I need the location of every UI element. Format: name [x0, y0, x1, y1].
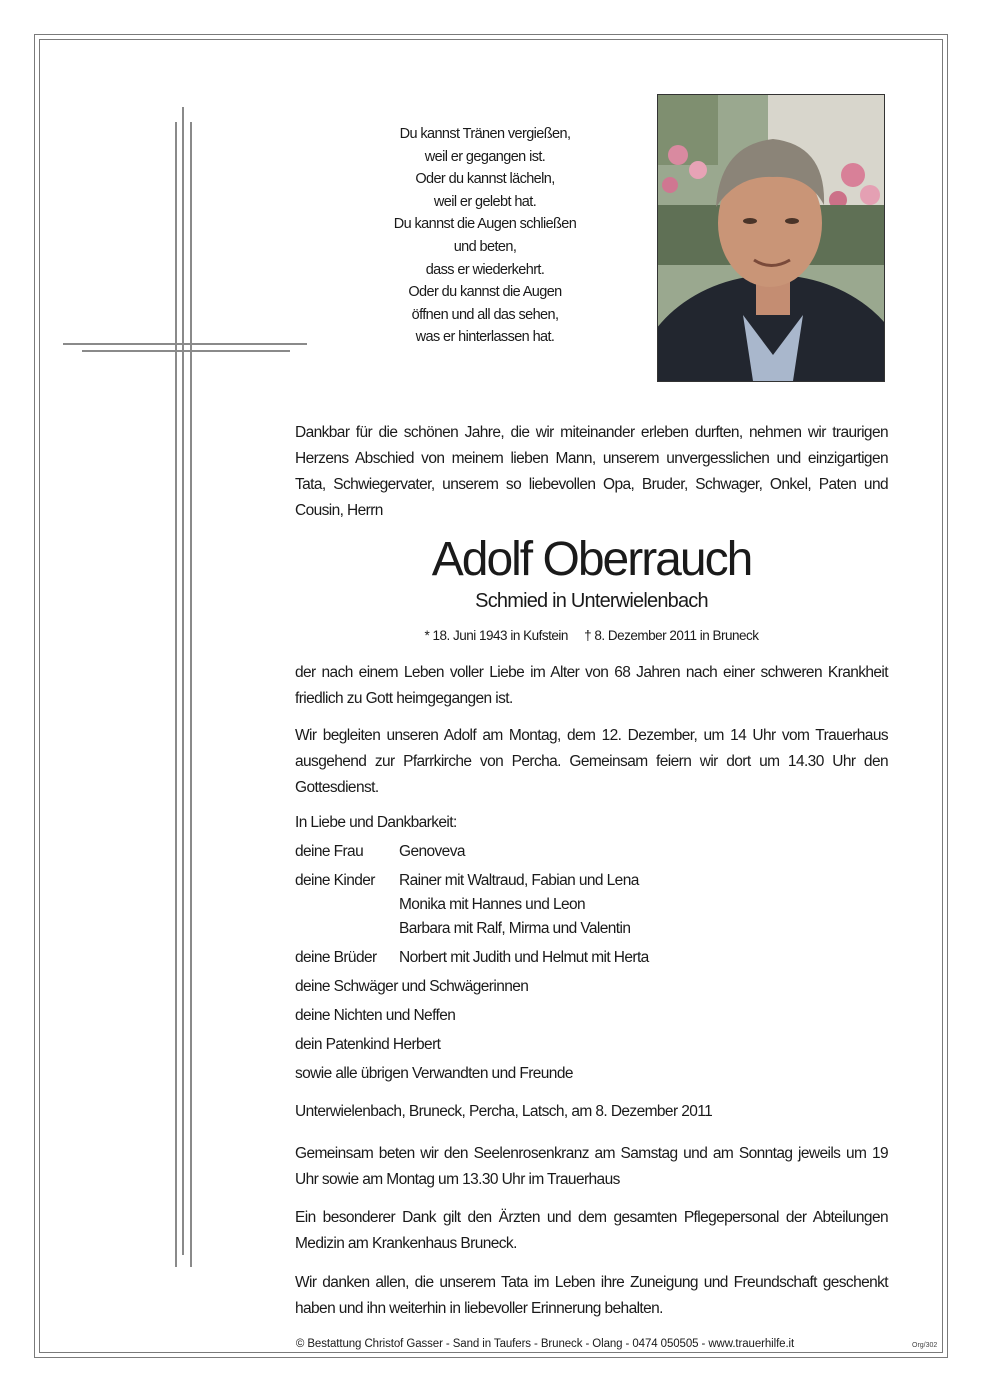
other-relatives: sowie alle übrigen Verwandten und Freunde [295, 1065, 573, 1082]
poem-line: Du kannst Tränen vergießen, [399, 126, 571, 142]
footer-imprint: © Bestattung Christof Gasser - Sand in Taufers - Bruneck - Olang - 0474 050505 - www.trauerhilfe.it [295, 1338, 795, 1350]
poem-line: weil er gelebt hat. [433, 193, 537, 210]
poem-line: dass er wiederkehrt. [425, 261, 545, 278]
thanks-all: Wir danken allen, die unserem Tata im Leben ihre Zuneigung und Freundschaft geschenkt haben und ihn weiterhin in liebevoller Erinnerung behalten. [295, 1274, 888, 1317]
portrait-photo [657, 94, 885, 382]
deceased-name: Adolf Oberrauch [431, 533, 752, 586]
children-label: deine Kinder [295, 872, 375, 889]
wife-label: deine Frau [295, 843, 364, 860]
death-date: † 8. Dezember 2011 in Bruneck [584, 628, 759, 643]
in-laws: deine Schwäger und Schwägerinnen [295, 978, 529, 995]
deceased-occupation: Schmied in Unterwielenbach [475, 590, 708, 612]
poem-line: weil er gegangen ist. [424, 148, 546, 165]
child-entry: Rainer mit Waltraud, Fabian und Lena [399, 872, 639, 889]
birth-date: * 18. Juni 1943 in Kufstein [424, 628, 568, 643]
document-code: Org/302 [912, 1342, 938, 1349]
poem-line: öffnen und all das sehen, [411, 306, 559, 323]
brothers-names: Norbert mit Judith und Helmut mit Herta [399, 949, 649, 966]
death-text: der nach einem Leben voller Liebe im Alter von 68 Jahren nach einer schweren Krankheit friedlich zu Gott heimgegangen ist. [295, 664, 888, 707]
family-heading: In Liebe und Dankbarkeit: [295, 814, 457, 831]
poem [355, 123, 615, 349]
thanks-doctors: Ein besonderer Dank gilt den Ärzten und dem gesamten Pflegepersonal der Abteilungen Medizin am Krankenhaus Bruneck. [295, 1209, 888, 1252]
brothers-label: deine Brüder [295, 949, 377, 966]
child-entry: Monika mit Hannes und Leon [399, 896, 586, 913]
funeral-text: Wir begleiten unseren Adolf am Montag, dem 12. Dezember, um 14 Uhr vom Trauerhaus ausgehend zur Pfarrkirche von Percha. Gemeinsam feiern wir dort um 14.30 Uhr den Gottesdienst. [295, 727, 888, 796]
poem-line: Du kannst die Augen schließen [393, 216, 577, 233]
rosary-text: Gemeinsam beten wir den Seelenrosenkranz am Samstag und am Sonntag jeweils um 19 Uhr sowie am Montag um 13.30 Uhr im Trauerhaus [295, 1145, 888, 1188]
poem-line: Oder du kannst lächeln, [415, 171, 555, 188]
poem-line: was er hinterlassen hat. [415, 329, 555, 346]
nephews: deine Nichten und Neffen [295, 1007, 456, 1024]
poem-line: und beten, [453, 238, 517, 255]
poem-line: Oder du kannst die Augen [408, 284, 562, 301]
wife-name: Genoveva [399, 843, 465, 860]
godchild: dein Patenkind Herbert [295, 1036, 441, 1053]
life-dates [295, 628, 888, 643]
child-entry: Barbara mit Ralf, Mirma und Valentin [399, 920, 631, 937]
place-date: Unterwielenbach, Bruneck, Percha, Latsch, am 8. Dezember 2011 [295, 1103, 713, 1120]
intro-text: Dankbar für die schönen Jahre, die wir miteinander erleben durften, nehmen wir traurigen Herzens Abschied von meinem lieben Mann, unserem unvergesslichen und einzigartigen Tata, Schwiegervater, unserem so liebevollen Opa, Bruder, Schwager, Onkel, Paten und Cousin, Herrn [295, 424, 888, 519]
